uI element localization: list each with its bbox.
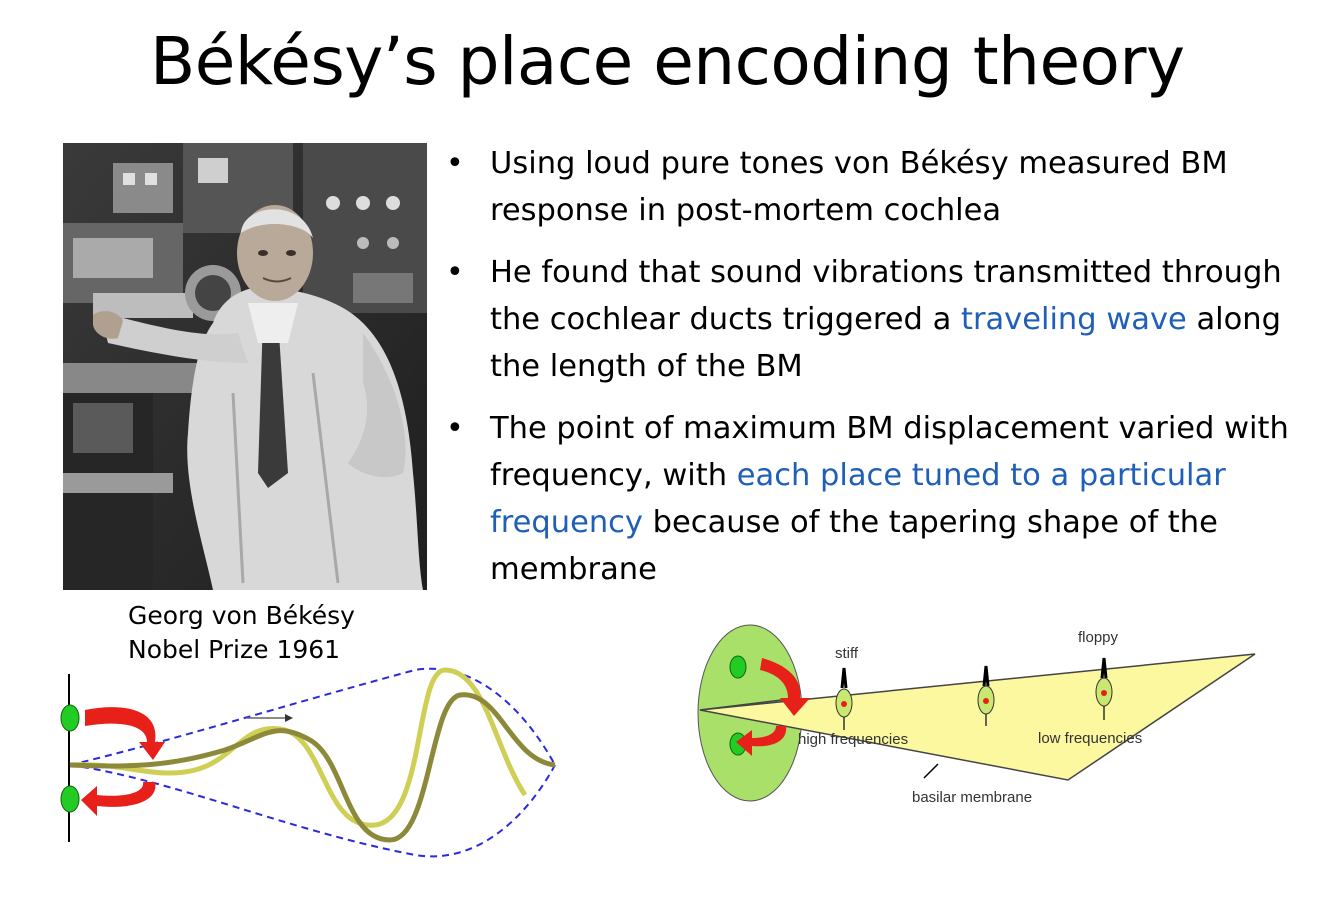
red-arrow-out — [81, 782, 155, 816]
bullet-dot: • — [446, 255, 464, 290]
envelope-lower — [70, 765, 555, 856]
label-low-frequencies: low frequencies — [1038, 730, 1143, 747]
label-basilar-membrane: basilar membrane — [912, 789, 1033, 806]
traveling-wave-diagram — [55, 650, 575, 870]
label-stiff: stiff — [835, 645, 859, 662]
bullet-1-text: Using loud pure tones von Békésy measured BM response in post-mortem cochlea — [490, 146, 1228, 228]
caption-name: Georg von Békésy — [128, 601, 355, 630]
label-high-frequencies: high frequencies — [798, 731, 909, 748]
oval-window — [730, 656, 746, 678]
direction-arrow-head — [285, 714, 293, 722]
bekesy-photo — [63, 143, 427, 590]
round-window — [61, 786, 79, 812]
basilar-pointer — [924, 764, 938, 778]
bullet-3-highlight: each place tuned to a particular frequency — [490, 458, 1226, 540]
bullet-item — [446, 405, 1296, 593]
bullet-3-text-b: because of the tapering shape of the membrane — [490, 505, 1218, 587]
bullet-3-text-a: The point of maximum BM displacement varied with frequency, with — [490, 411, 1289, 493]
bullet-item — [446, 140, 1296, 234]
label-floppy: floppy — [1078, 629, 1119, 646]
bullet-2-text-b: along the length of the BM — [490, 302, 1281, 384]
bullet-dot: • — [446, 146, 464, 181]
bullet-list — [446, 140, 1296, 608]
red-arrow-in — [85, 707, 165, 760]
bullet-item — [446, 249, 1296, 390]
bullet-dot: • — [446, 411, 464, 446]
caption-prize: Nobel Prize 1961 — [128, 635, 341, 664]
slide-title: Békésy’s place encoding theory — [150, 23, 1185, 100]
oval-window — [61, 705, 79, 731]
basilar-membrane-diagram — [690, 618, 1270, 818]
bullet-2-highlight: traveling wave — [960, 302, 1187, 337]
bullet-2-text-a: He found that sound vibrations transmitted through the cochlear ducts triggered a — [490, 255, 1282, 337]
